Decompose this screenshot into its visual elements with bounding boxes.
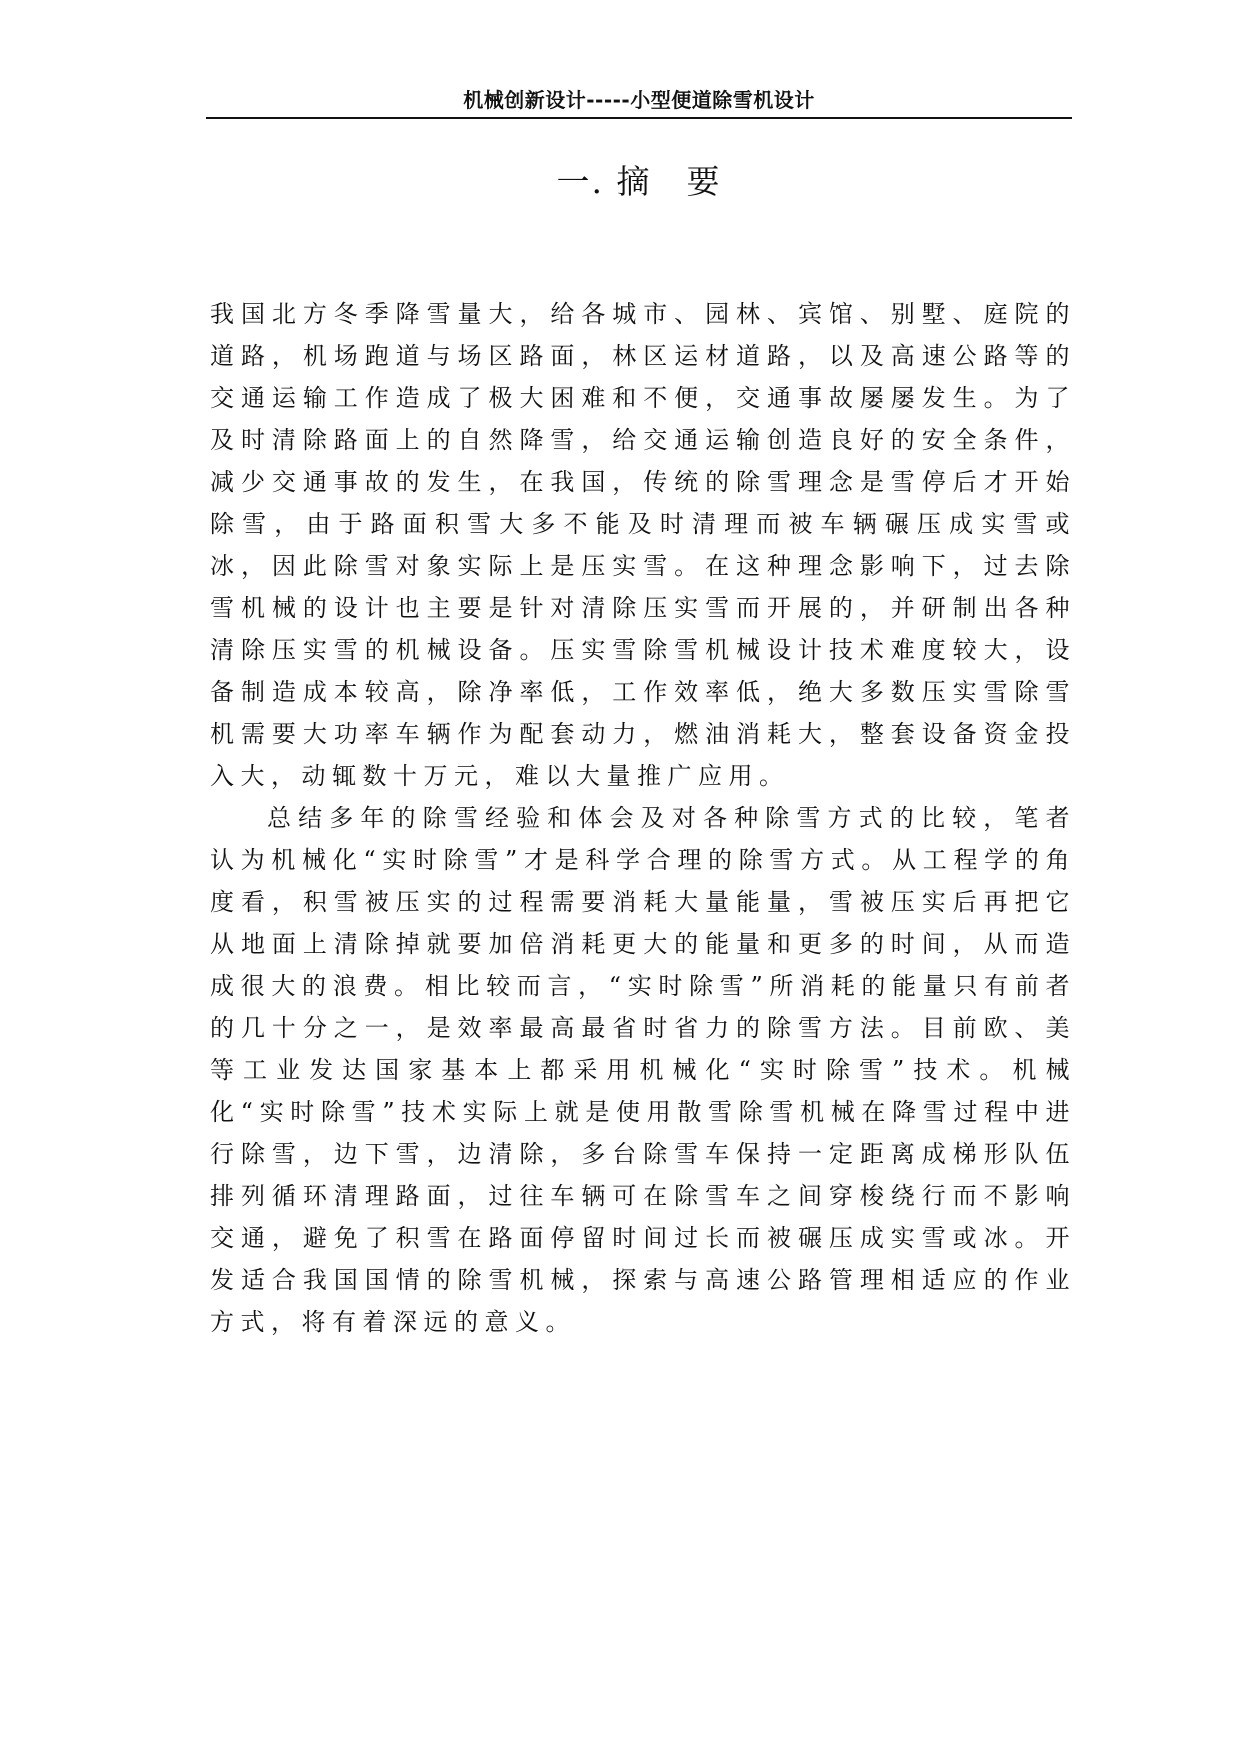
abstract-body xyxy=(210,293,1076,1343)
abstract-paragraph-1: 我国北方冬季降雪量大，给各城市、园林、宾馆、别墅、庭院的道路，机场跑道与场区路面，林区运材道路，以及高速公路等的交通运输工作造成了极大困难和不便，交通事故屡屡发生。为了及时清除路面上的自然降雪，给交通运输创造良好的安全条件，减少交通事故的发生，在我国，传统的除雪理念是雪停后才开始除雪，由于路面积雪大多不能及时清理而被车辆碾压成实雪或冰，因此除雪对象实际上是压实雪。在这种理念影响下，过去除雪机械的设计也主要是针对清除压实雪而开展的，并研制出各种清除压实雪的机械设备。压实雪除雪机械设计技术难度较大，设备制造成本较高，除净率低，工作效率低，绝大多数压实雪除雪机需要大功率车辆作为配套动力，燃油消耗大，整套设备资金投入大，动辄数十万元，难以大量推广应用。 xyxy=(210,300,1076,790)
section-title: 一. 摘 要 xyxy=(556,162,722,201)
header-rule xyxy=(206,117,1072,119)
abstract-paragraph-2: 总结多年的除雪经验和体会及对各种除雪方式的比较，笔者认为机械化“实时除雪”才是科学合理的除雪方式。从工程学的角度看，积雪被压实的过程需要消耗大量能量，雪被压实后再把它从地面上清除掉就要加倍消耗更大的能量和更多的时间，从而造成很大的浪费。相比较而言，“实时除雪”所消耗的能量只有前者的几十分之一，是效率最高最省时省力的除雪方法。目前欧、美等工业发达国家基本上都采用机械化“实时除雪”技术。机械化“实时除雪”技术实际上就是使用散雪除雪机械在降雪过程中进行除雪，边下雪，边清除，多台除雪车保持一定距离成梯形队伍排列循环清理路面，过往车辆可在除雪车之间穿梭绕行而不影响交通，避免了积雪在路面停留时间过长而被碾压成实雪或冰。开发适合我国国情的除雪机械，探索与高速公路管理相适应的作业方式，将有着深远的意义。 xyxy=(210,804,1076,1336)
running-header: 机械创新设计-----小型便道除雪机设计 xyxy=(463,88,815,112)
